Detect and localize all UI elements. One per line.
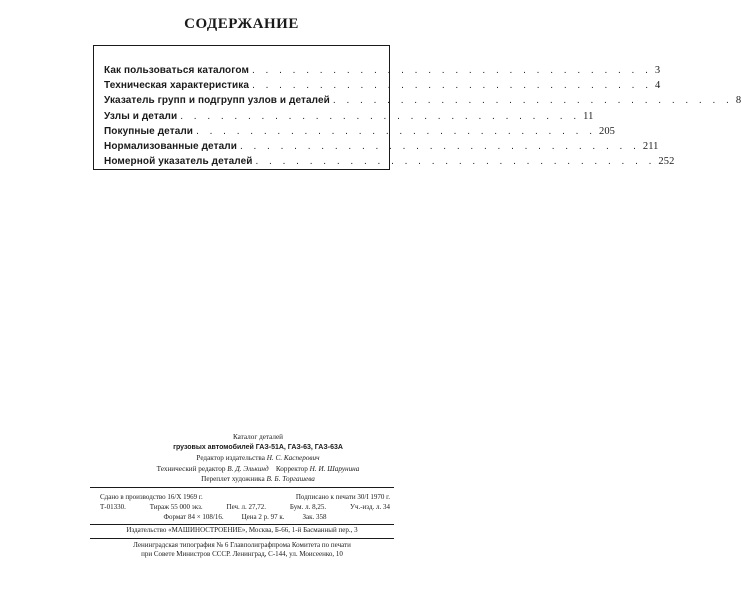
toc-leader-dots: . . . . . . . . . . . . . . . . . . . . . . . . . . . . . .: [180, 110, 581, 122]
paper-format: Формат 84 × 108/16.: [163, 513, 224, 522]
print-run: Тираж 55 000 экз.: [149, 503, 203, 512]
printer-info: [90, 541, 394, 560]
production-date: Сдано в производство 16/X 1969 г.: [100, 493, 203, 501]
toc-leader-dots: . . . . . . . . . . . . . . . . . . . . . . . . . . . . . .: [196, 125, 596, 137]
toc-entry-label: Покупные детали: [104, 125, 194, 137]
toc-list: [104, 65, 741, 171]
print-signed-date: Подписано к печати 30/I 1970 г.: [295, 493, 390, 501]
toc-title: СОДЕРЖАНИЕ: [184, 16, 299, 32]
toc-entry[interactable]: [104, 125, 616, 141]
toc-entry-page: 205: [598, 125, 616, 137]
toc-leader-dots: . . . . . . . . . . . . . . . . . . . . . . . . . . . . . .: [252, 80, 652, 92]
publisher-line: Издательство «МАШИНОСТРОЕНИЕ», Москва, Б-66, 1-й Басманный пер., 3: [126, 526, 358, 534]
printer-line-1: Ленинградская типография № 6 Главполиграфпрома Комитета по печати: [133, 541, 351, 549]
divider: [90, 487, 394, 488]
corrector-name: Н. И. Шарунина: [309, 464, 360, 473]
toc-leader-dots: . . . . . . . . . . . . . . . . . . . . . . . . . . . . . .: [251, 65, 652, 76]
publisher-sheets: Уч.-изд. л. 34: [350, 503, 390, 512]
divider: [90, 524, 394, 525]
divider: [90, 538, 394, 539]
toc-entry[interactable]: [104, 80, 661, 95]
tech-editor-name: В. Д. Элькинд: [227, 464, 269, 473]
corrector-label: Корректор: [275, 464, 308, 473]
colophon: [98, 432, 418, 485]
toc-entry-label: Нормализованные детали: [104, 140, 237, 152]
paper-sheets: Бум. л. 8,25.: [289, 503, 327, 512]
toc-leader-dots: . . . . . . . . . . . . . . . . . . . . . . . . . . . . . .: [239, 140, 640, 152]
toc-entry[interactable]: [104, 140, 659, 156]
toc-entry-page: 3: [654, 65, 661, 76]
printed-sheets: Печ. л. 27,72.: [226, 503, 267, 512]
imprint-dates-line: [100, 492, 390, 502]
toc-entry[interactable]: [104, 95, 741, 110]
toc-entry-page: 8: [735, 95, 741, 107]
cover-line: [98, 474, 418, 485]
toc-entry-label: Техническая характеристика: [104, 80, 250, 92]
imprint-block: [100, 492, 390, 523]
order-number: Зак. 358: [302, 513, 327, 522]
tech-editor-label: Технический редактор: [156, 464, 226, 473]
editor-name: Н. С. Касперович: [266, 454, 320, 463]
tech-editor-line: [98, 464, 418, 475]
toc-leader-dots: . . . . . . . . . . . . . . . . . . . . . . . . . . . . . .: [332, 95, 733, 107]
toc-entry-label: Указатель групп и подгрупп узлов и деталей: [104, 95, 330, 107]
license-number: Т-01330.: [100, 503, 126, 512]
cover-name: В. Б. Торгашева: [266, 475, 315, 484]
imprint-format-line: [100, 512, 390, 522]
toc-entry-page: 11: [583, 110, 594, 122]
toc-entry[interactable]: [104, 156, 675, 171]
imprint-stats-line: [100, 502, 390, 512]
toc-leader-dots: . . . . . . . . . . . . . . . . . . . . . . . . . . . . . .: [255, 156, 656, 168]
editor-line: [98, 453, 418, 464]
toc-entry-page: 252: [658, 156, 675, 168]
cover-label: Переплет художника: [201, 475, 265, 484]
catalog-subtitle-line: грузовых автомобилей ГАЗ-51А, ГАЗ-63, ГАЗ-63А: [173, 443, 343, 451]
toc-entry-page: 211: [642, 140, 659, 152]
price: Цена 2 р. 97 к.: [241, 513, 285, 522]
toc-entry-label: Узлы и детали: [104, 110, 178, 122]
editor-label: Редактор издательства: [196, 454, 265, 463]
catalog-title-line: Каталог деталей: [232, 433, 284, 441]
toc-entry-page: 4: [654, 80, 661, 92]
toc-entry-label: Как пользоваться каталогом: [104, 65, 249, 76]
toc-entry[interactable]: [104, 110, 594, 126]
toc-entry[interactable]: [104, 65, 661, 80]
printer-line-2: при Совете Министров СССР. Ленинград, С-144, ул. Моисеенко, 10: [141, 550, 343, 559]
toc-entry-label: Номерной указатель деталей: [104, 156, 253, 168]
